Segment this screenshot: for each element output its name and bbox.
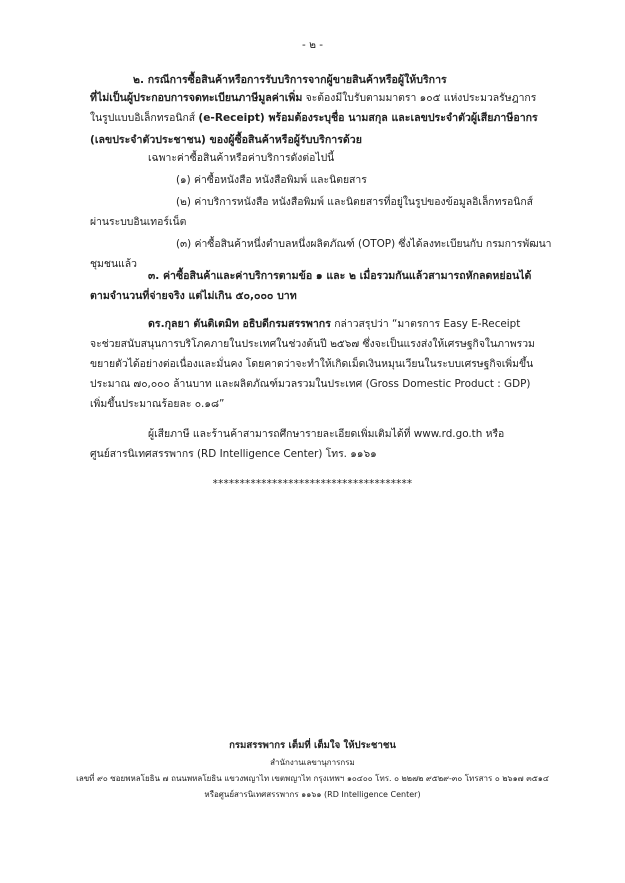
- list-item-2: (๒) ค่าบริการหนังสือ หนังสือพิมพ์ และนิตยสารที่อยู่ในรูปของข้อมูลอิเล็กทรอนิกส์: [176, 196, 534, 208]
- quote-line1: [148, 317, 520, 332]
- footer-slogan: กรมสรรพากร เต็มที่ เต็มใจ ให้ประชาชน: [229, 740, 396, 751]
- section-2-line3-bold: (e-Receipt) พร้อมต้องระบุชื่อ นามสกุล และเลขประจำตัวผู้เสียภาษีอากร: [198, 112, 538, 124]
- list-item-1: (๑) ค่าซื้อหนังสือ หนังสือพิมพ์ และนิตยสาร: [176, 174, 367, 186]
- footer-address: เลขที่ ๙๐ ซอยพหลโยธิน ๗ ถนนพหลโยธิน แขวงพญาไท เขตพญาไท กรุงเทพฯ ๑๐๔๐๐ โทร. ๐ ๒๒๗๒ ๙๕๒๙-๓๐ โทรสาร ๐ ๒๖๑๗ ๓๕๑๔: [76, 774, 549, 783]
- quote-line1-rest: กล่าวสรุปว่า “มาตรการ Easy E-Receipt: [330, 318, 521, 330]
- list-item-3: (๓) ค่าซื้อสินค้าหนึ่งตำบลหนึ่งผลิตภัณฑ์ (OTOP) ซึ่งได้ลงทะเบียนกับ กรมการพัฒนา: [176, 238, 552, 250]
- footer-office: สำนักงานเลขานุการกรม: [270, 758, 355, 767]
- info-line1: ผู้เสียภาษี และร้านค้าสามารถศึกษารายละเอียดเพิ่มเติมได้ที่ www.rd.go.th หรือ: [148, 428, 505, 440]
- section-2-line3: [90, 111, 538, 126]
- section-2-line3-pre: ในรูปแบบอิเล็กทรอนิกส์: [90, 112, 199, 124]
- section-2-heading: ๒. กรณีการซื้อสินค้าหรือการรับบริการจากผู้ขายสินค้าหรือผู้ให้บริการ: [133, 74, 447, 86]
- list-item-3-cont: ชุมชนแล้ว: [90, 258, 137, 270]
- list-item-2-cont: ผ่านระบบอินเทอร์เน็ต: [90, 216, 187, 228]
- quote-line5: เพิ่มขึ้นประมาณร้อยละ ๐.๑๘”: [90, 398, 225, 410]
- quote-speaker: ดร.กุลยา ตันติเตมิท อธิบดีกรมสรรพากร: [148, 318, 331, 330]
- section-2-line2: [90, 91, 536, 106]
- section-3-heading: ๓. ค่าซื้อสินค้าและค่าบริการตามข้อ ๑ และ ๒ เมื่อรวมกันแล้วสามารถหักลดหย่อนได้: [148, 270, 532, 282]
- page-number: - ๒ -: [302, 39, 323, 51]
- separator: *************************************: [212, 478, 413, 490]
- quote-line4: ประมาณ ๗๐,๐๐๐ ล้านบาท และผลิตภัณฑ์มวลรวมในประเทศ (Gross Domestic Product : GDP): [90, 378, 531, 390]
- section-2-line2-rest: จะต้องมีใบรับตามมาตรา ๑๐๕ แห่งประมวลรัษฎากร: [302, 92, 537, 104]
- footer-contact: หรือศูนย์สารนิเทศสรรพากร ๑๑๖๑ (RD Intelligence Center): [204, 790, 421, 799]
- section-2-line4: (เลขประจำตัวประชาชน) ของผู้ซื้อสินค้าหรือผู้รับบริการด้วย: [90, 134, 362, 146]
- section-3-line2: ตามจำนวนที่จ่ายจริง แต่ไม่เกิน ๕๐,๐๐๐ บาท: [90, 290, 297, 302]
- quote-line3: ขยายตัวได้อย่างต่อเนื่องและมั่นคง โดยคาดว่าจะทำให้เกิดเม็ดเงินหมุนเวียนในระบบเศรษฐกิจเพิ่มขึ้น: [90, 358, 534, 370]
- info-line2: ศูนย์สารนิเทศสรรพากร (RD Intelligence Center) โทร. ๑๑๖๑: [90, 448, 377, 460]
- list-intro: เฉพาะค่าซื้อสินค้าหรือค่าบริการดังต่อไปนี้: [148, 152, 335, 164]
- quote-line2: จะช่วยสนับสนุนการบริโภคภายในประเทศในช่วงต้นปี ๒๕๖๗ ซึ่งจะเป็นแรงส่งให้เศรษฐกิจในภาพรวม: [90, 338, 535, 350]
- section-2-line2-bold: ที่ไม่เป็นผู้ประกอบการจดทะเบียนภาษีมูลค่าเพิ่ม: [90, 92, 303, 104]
